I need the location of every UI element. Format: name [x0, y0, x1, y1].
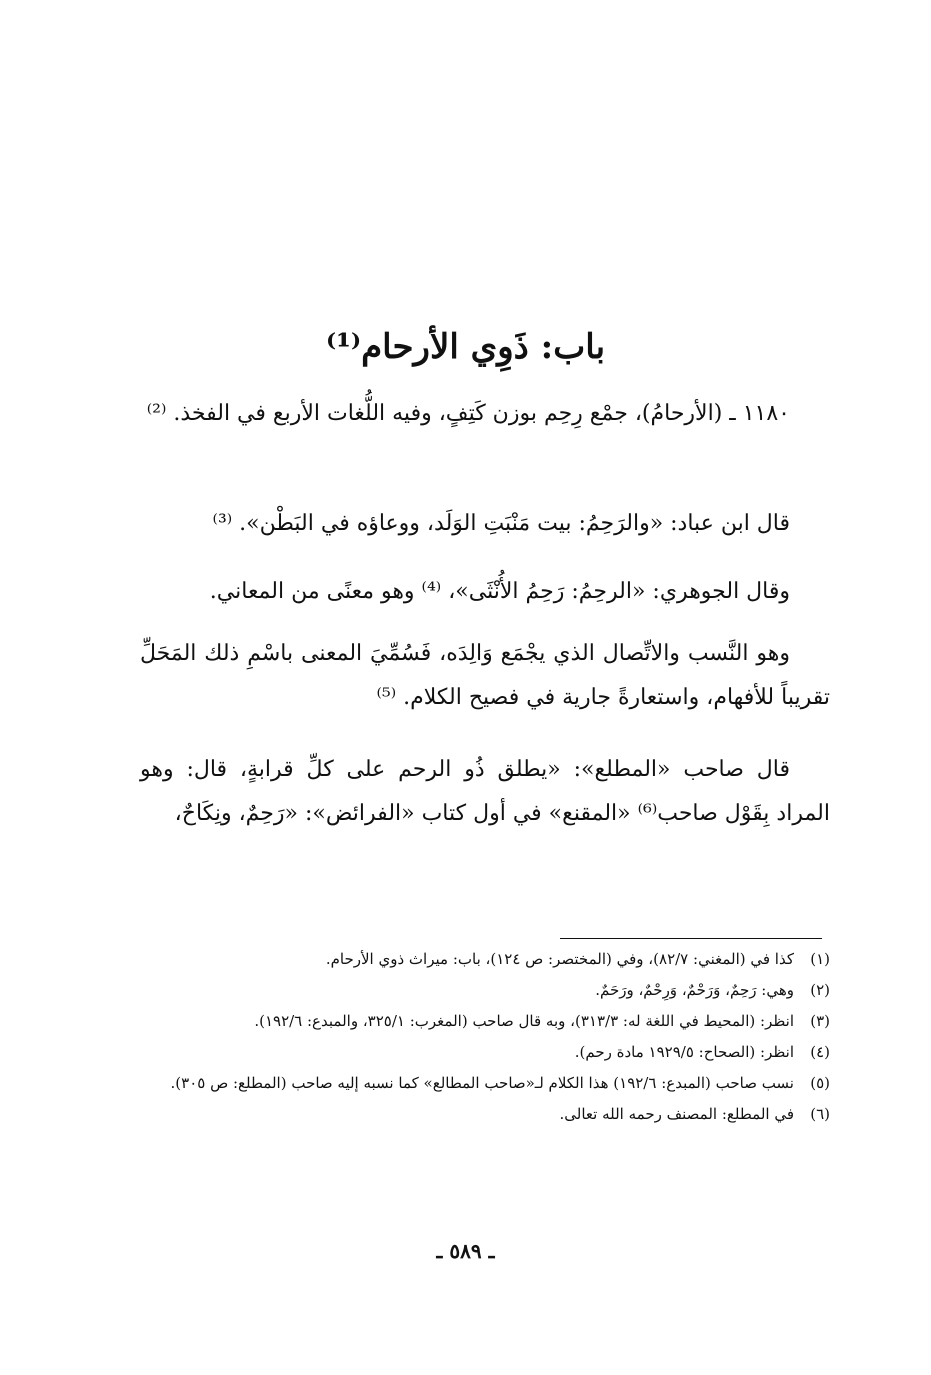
footnote-text: نسب صاحب (المبدع: ١٩٢/٦) هذا الكلام لـ«صاحب المطالع» كما نسبه إليه صاحب (المطلع: ص ٣٠٥).: [170, 1074, 794, 1092]
paragraph-text: وقال الجوهري: «الرحِمُ: رَحِمُ الأُنْثَى»، ⁽⁴⁾ وهو معنًى من المعاني.: [209, 579, 790, 604]
footnote-separator: [560, 938, 822, 939]
paragraph-jawhari: [140, 570, 830, 614]
footnote-number: (٦): [810, 1105, 830, 1123]
paragraph-text: قال ابن عباد: «والرَحِمُ: بيت مَنْبَتِ الوَلَد، ووعاؤه في البَطْن». ⁽³⁾: [212, 511, 790, 536]
footnotes: [140, 944, 830, 1130]
chapter-title: باب: ذَوِي الأرحام⁽¹⁾: [325, 327, 606, 367]
paragraph-mutli: [140, 748, 830, 836]
footnote-text: وهي: رَحِمٌ، وَرَحْمٌ، وَرِحْمٌ، ورَحَمٌ.: [595, 981, 794, 999]
paragraph-ibn-abbad: [140, 502, 830, 546]
footnote-3: [140, 1006, 830, 1037]
page-number: ـ ٥٨٩ ـ: [436, 1239, 495, 1263]
footnote-6: [140, 1099, 830, 1130]
footnote-text: انظر: (المحيط في اللغة له: ٣١٣/٣)، وبه قال صاحب (المغرب: ٣٢٥/١، والمبدع: ١٩٢/٦).: [254, 1012, 794, 1030]
footnote-5: [140, 1068, 830, 1099]
chapter-heading: [0, 322, 931, 372]
footnote-text: في المطلع: المصنف رحمه الله تعالى.: [559, 1105, 794, 1123]
footnote-number: (٢): [810, 981, 830, 999]
footnote-text: كذا في (المغني: ٨٢/٧)، وفي (المختصر: ص ١٢٤)، باب: ميراث ذوي الأرحام.: [325, 950, 794, 968]
footnote-number: (٥): [810, 1074, 830, 1092]
footnote-number: (٣): [810, 1012, 830, 1030]
footnote-text: انظر: (الصحاح: ١٩٢٩/٥ مادة رحم).: [574, 1043, 794, 1061]
paragraph-text: وهو النَّسب والاتِّصال الذي يجْمَع وَالِدَه، فَسُمِّيَ المعنى باسْمِ ذلك المَحَلِّ تقريباً للأفهام، واستعارةً جارية في فصيح الكلام. ⁽⁵⁾: [140, 641, 830, 710]
footnote-1: [140, 944, 830, 975]
footnote-number: (١): [810, 950, 830, 968]
footnote-number: (٤): [810, 1043, 830, 1061]
paragraph-entry-1180: [140, 392, 830, 436]
paragraph-text: ١١٨٠ ـ (الأرحامُ)، جمْع رِحِم بوزن كَتِفٍ، وفيه اللُّغات الأربع في الفخذ. ⁽²⁾: [146, 401, 790, 426]
paragraph-nasab: [140, 632, 830, 720]
paragraph-text: قال صاحب «المطلع»: «يطلق ذُو الرحم على كلِّ قرابةٍ، قال: وهو المراد بِقَوْل صاحب⁽⁶⁾ «المقنع» في أول كتاب «الفرائض»: «رَحِمٌ، ونِكَاحٌ،: [140, 757, 830, 826]
footnote-2: [140, 975, 830, 1006]
footnote-4: [140, 1037, 830, 1068]
